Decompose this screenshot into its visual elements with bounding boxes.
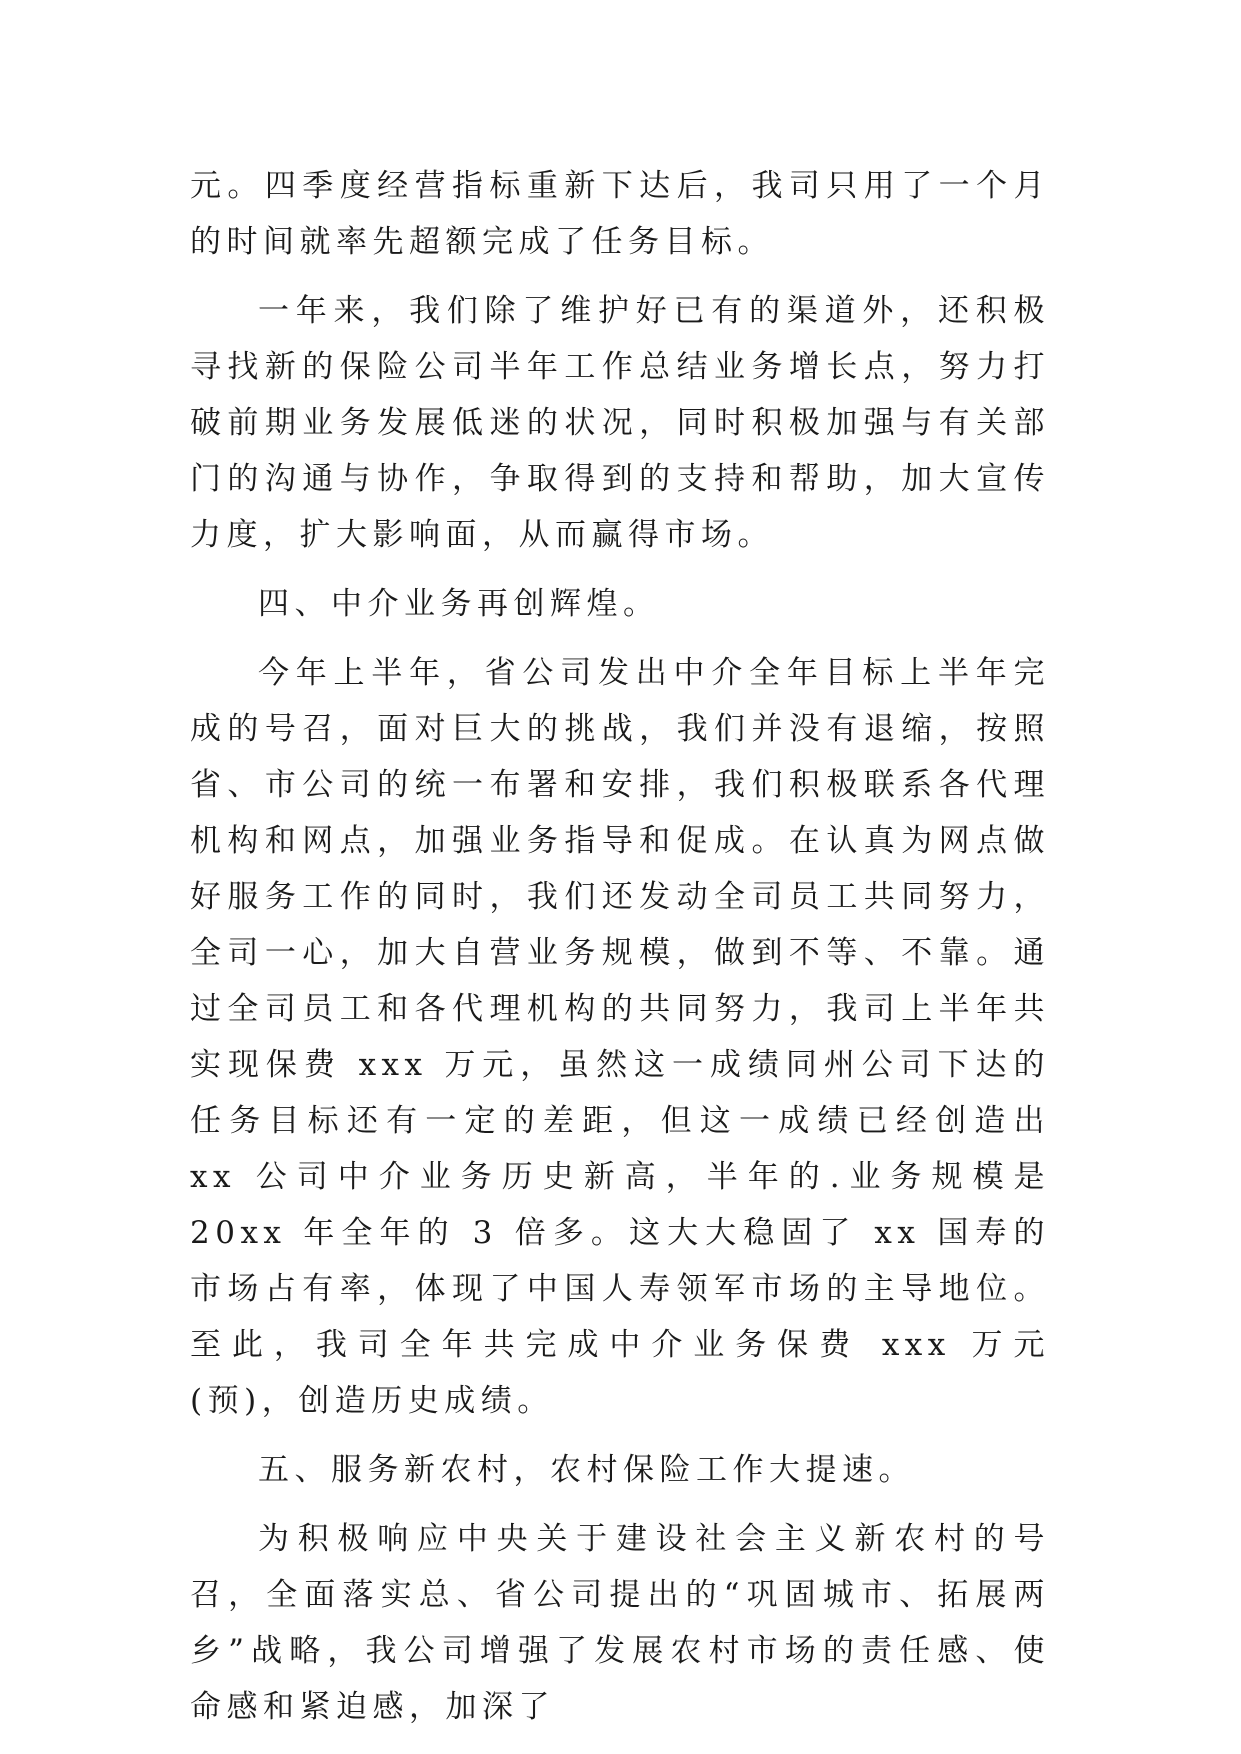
document-body [190, 158, 1050, 1748]
paragraph-rural: 为积极响应中央关于建设社会主义新农村的号召，全面落实总、省公司提出的“巩固城市、拓展两乡”战略，我公司增强了发展农村市场的责任感、使命感和紧迫感，加深了 [190, 1521, 1050, 1725]
section-heading-rural: 五、服务新农村，农村保险工作大提速。 [258, 1452, 915, 1488]
paragraph-intermediary: 今年上半年，省公司发出中介全年目标上半年完成的号召，面对巨大的挑战，我们并没有退缩，按照省、市公司的统一布署和安排，我们积极联系各代理机构和网点，加强业务指导和促成。在认真为网点做好服务工作的同时，我们还发动全司员工共同努力，全司一心，加大自营业务规模，做到不等、不靠。通过全司员工和各代理机构的共同努力，我司上半年共实现保费 xxx 万元，虽然这一成绩同州公司下达的任务目标还有一定的差距，但这一成绩已经创造出 xx 公司中介业务历史新高，半年的.业务规模是 20xx 年全年的 3 倍多。这大大稳固了 xx 国寿的市场占有率，体现了中国人寿领军市场的主导地位。至此，我司全年共完成中介业务保费 xxx 万元(预)，创造历史成绩。 [190, 655, 1050, 1419]
paragraph-channels: 一年来，我们除了维护好已有的渠道外，还积极寻找新的保险公司半年工作总结业务增长点，努力打破前期业务发展低迷的状况，同时积极加强与有关部门的沟通与协作，争取得到的支持和帮助，加大宣传力度，扩大影响面，从而赢得市场。 [190, 293, 1050, 553]
paragraph-continuation: 元。四季度经营指标重新下达后，我司只用了一个月的时间就率先超额完成了任务目标。 [190, 168, 1050, 260]
section-heading-intermediary: 四、中介业务再创辉煌。 [258, 586, 660, 622]
